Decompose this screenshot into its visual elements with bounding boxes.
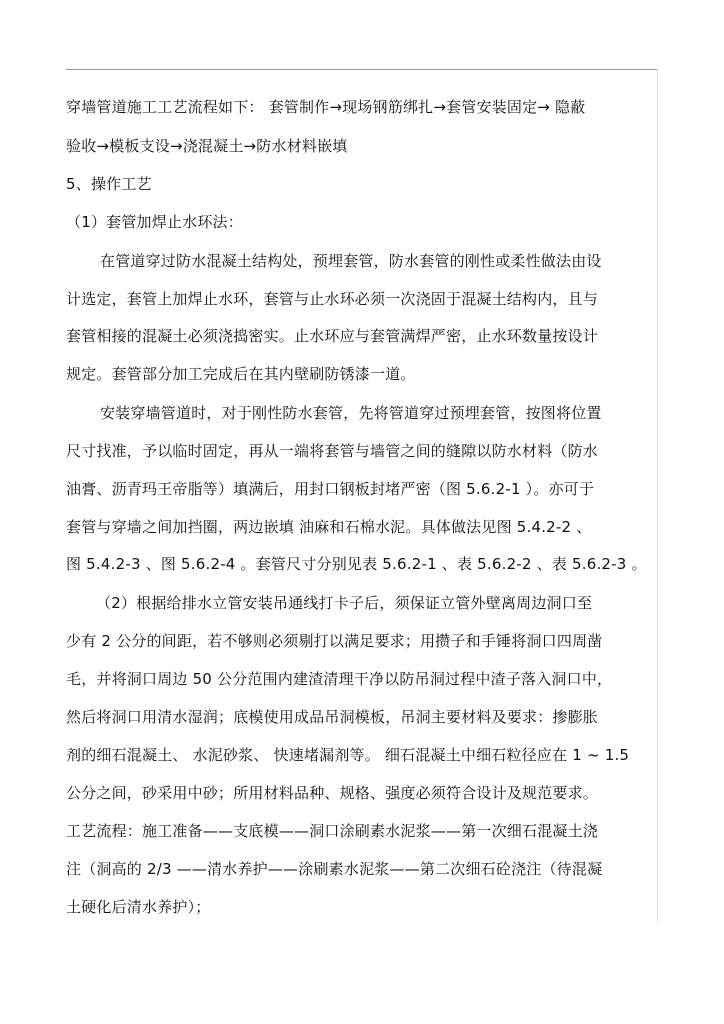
text-line: 安装穿墙管道时，对于刚性防水套管，先将管道穿过预埋套管，按图将位置	[100, 404, 602, 422]
text-line: 毛，并将洞口周边 50 公分范围内建渣清理干净以防吊洞过程中渣子落入洞口中，	[66, 670, 613, 688]
section-heading: 5、操作工艺	[66, 175, 152, 193]
text-line: 在管道穿过防水混凝土结构处，预埋套管，防水套管的刚性或柔性做法由设	[100, 252, 602, 270]
text-line: 土硬化后清水养护）；	[66, 898, 211, 916]
subsection-heading: （1）套管加焊止水环法：	[66, 213, 243, 231]
text-line: 穿墙管道施工工艺流程如下： 套管制作→现场钢筋绑扎→套管安装固定→ 隐蔽	[66, 98, 586, 116]
text-line: 剂的细石混凝土、 水泥砂浆、 快速堵漏剂等。 细石混凝土中细石粒径应在 1 ~ 1.5	[66, 746, 630, 764]
text-line: 然后将洞口用清水湿润；底模使用成品吊洞模板，吊洞主要材料及要求：掺膨胀	[66, 708, 599, 726]
top-rule	[66, 69, 658, 70]
text-line: 尺寸找准，予以临时固定，再从一端将套管与墙管之间的缝隙以防水材料（防水	[66, 442, 599, 460]
text-line: 少有 2 公分的间距，若不够则必须剔打以满足要求；用攒子和手锤将洞口四周凿	[66, 632, 603, 650]
text-line: 验收→模板支设→浇混凝土→防水材料嵌填	[66, 137, 348, 155]
text-line: 套管与穿墙之间加挡圈，两边嵌填 油麻和石棉水泥。具体做法见图 5.4.2-2 、	[66, 518, 592, 536]
text-line: 套管相接的混凝土必须浇捣密实。止水环应与套管满焊严密，止水环数量按设计	[66, 327, 599, 345]
text-line: 注（洞高的 2/3 ——清水养护——涂刷素水泥浆——第二次细石砼浇注（待混凝	[66, 860, 603, 878]
text-line: 油膏、沥青玛王帝脂等）填满后，用封口钢板封堵严密（图 5.6.2-1 ）。亦可于	[66, 480, 595, 498]
text-line: 规定。套管部分加工完成后在其内壁刷防锈漆一道。	[66, 365, 416, 383]
text-line: 图 5.4.2-3 、图 5.6.2-4 。套管尺寸分别见表 5.6.2-1 、表 5.6.2-2 、表 5.6.2-3 。	[66, 555, 647, 573]
text-line: 工艺流程：施工准备——支底模——洞口涂刷素水泥浆——第一次细石混凝土浇	[66, 822, 599, 840]
text-line: （2）根据给排水立管安装吊通线打卡子后，须保证立管外壁离周边洞口至	[96, 594, 593, 612]
text-line: 计选定，套管上加焊止水环，套管与止水环必须一次浇固于混凝土结构内，且与	[66, 290, 599, 308]
text-line: 公分之间，砂采用中砂；所用材料品种、规格、强度必须符合设计及规范要求。	[66, 784, 599, 802]
